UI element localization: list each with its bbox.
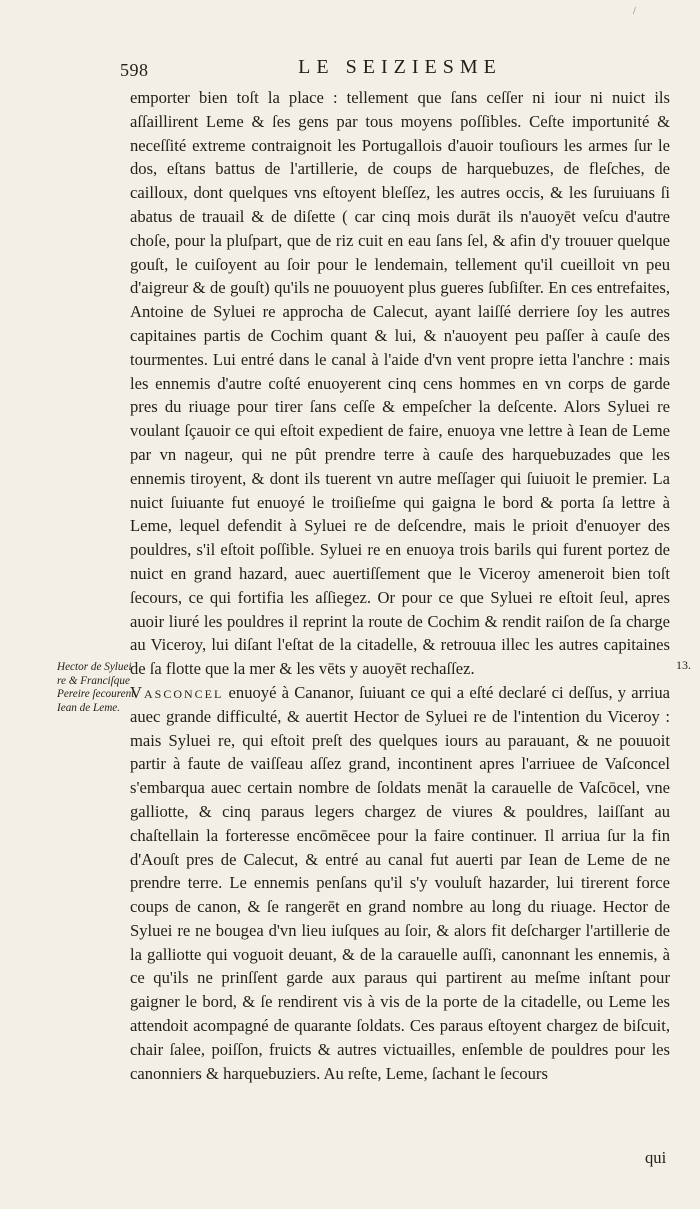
catchword: qui	[645, 1148, 667, 1167]
paragraph-1: emporter bien toſt la place : tellement que ſans ceſſer ni iour ni nuict ils aſſaillirent Leme & ſes gens par tous moyens poſſibles. Ceſte importunité & neceſſité extreme contraignoit les Portugallois d'auoir touſiours les armes ſur le dos, eſtans battus de l'artillerie, de coups de harquebuzes, de fleſches, de cailloux, dont quelques vns eſtoyent bleſſez, les autres occis, & les ſuruiuans ſi abatus de trauail & de diſette ( car cinq mois durāt ils n'auoyēt veſcu d'autre choſe, pour la pluſpart, que de riz cuit en eau ſans ſel, & afin d'y trouuer quelque gouſt, le cuiſoyent au ſoir pour le lendemain, tellement qu'il cueilloit vn peu d'aigreur & de gouſt) qu'ils ne pouuoyent plus gueres ſubſiſter. En ces entrefaites, Antoine de Syluei re approcha de Calecut, ayant laiſſé derriere ſoy les autres capitaines partis de Cochim quant & lui, & n'auoyent peu paſſer à cauſe des tourmentes. Lui entré dans le canal à l'aide d'vn vent propre ietta l'anchre : mais les ennemis d'autre coſté enuoyerent cinq cens hommes en vn corps de garde pres du riuage pour tirer ſans ceſſe & empeſcher la deſcente. Alors Syluei re voulant ſçauoir ce qui eſtoit expedient de faire, enuoya vne lettre à Iean de Leme par vn nageur, qui ne pût prendre terre à cauſe des harquebuzades que les ennemis tiroyent, & dont ils tuerent vn autre meſſager qui ſuiuoit le premier. La nuict ſuiuante fut enuoyé le troiſieſme qui gaigna le bord & porta ſa lettre à Leme, lequel defendit à Syluei re de deſcendre, mais le prioit d'enuoyer des pouldres, s'il eſtoit poſſible. Syluei re en enuoya trois barils qui furent portez de nuict en grand hazard, auec auertiſſement que le Viceroy ameneroit bien toſt ſecours, ce qui fortifia les aſſiegez. Or pour ce que Syluei re eſtoit ſeul, apres auoir liuré les pouldres il reprint la route de Cochim & rendit raiſon de ſa charge au Viceroy, lui diſant l'eſtat de la citadelle, & retrouua illec les autres capitaines de ſa flotte que la mer & les vēts y auoyēt rechaſſez.	[130, 88, 670, 679]
marginal-number: 13.	[676, 658, 691, 672]
page-number: 598	[120, 60, 149, 80]
top-edge-mark: /	[633, 6, 636, 17]
main-text-block	[130, 86, 670, 1085]
paragraph-2	[130, 681, 670, 1086]
paragraph-2-text: enuoyé à Cananor, ſuiuant ce qui a eſté declaré ci deſſus, y arriua auec grande difficulté, & auertit Hector de Syluei re de l'intention du Viceroy : mais Syluei re, qui eſtoit preſt des quelques iours au parauant, & ne pouuoit partir à faute de vaiſſeau aſſez grand, incontinent apres l'arriuee de Vaſconcel s'embarqua auec certain nombre de ſoldats menāt la carauelle de Vaſcōcel, vne galliotte, & cinq paraus legers chargez de viures & pouldres, laiſſant au chaſtellain la forteresse encōmēcee pour la faire continuer. Il arriua ſur la fin d'Aouſt pres de Calecut, & entré au canal fut auerti par Iean de Leme de ne prendre terre. Le ennemis penſans qu'il s'y vouluſt hazarder, lui tirerent force coups de canon, & ſe rangerēt en grand nombre au long du riuage. Hector de Syluei re ne bougea d'vn lieu iuſques au ſoir, & alors fit deſcharger l'artillerie de la galliotte qui voguoit deuant, & de la carauelle auſſi, canonnant les ennemis, à ce qu'ils ne prinſſent garde aux paraus qui partirent au meſme inſtant pour gaigner le bord, & ſe rendirent vis à vis de la porte de la citadelle, ou Leme les attendoit acompagné de quarante ſoldats. Ces paraus eſtoyent chargez de biſcuit, chair ſalee, poiſſon, fruicts & autres victuailles, enſemble de pouldres pour les canonniers & harquebuziers. Au reſte, Leme, ſachant le ſecours	[130, 682, 670, 1083]
margin-note: Hector de Syluei re & Franciſque Pereire ſecourent Iean de Leme.	[57, 661, 135, 714]
paragraph-lead-word: Vasconcel	[130, 682, 224, 702]
running-title: LE SEIZIESME	[298, 56, 502, 78]
